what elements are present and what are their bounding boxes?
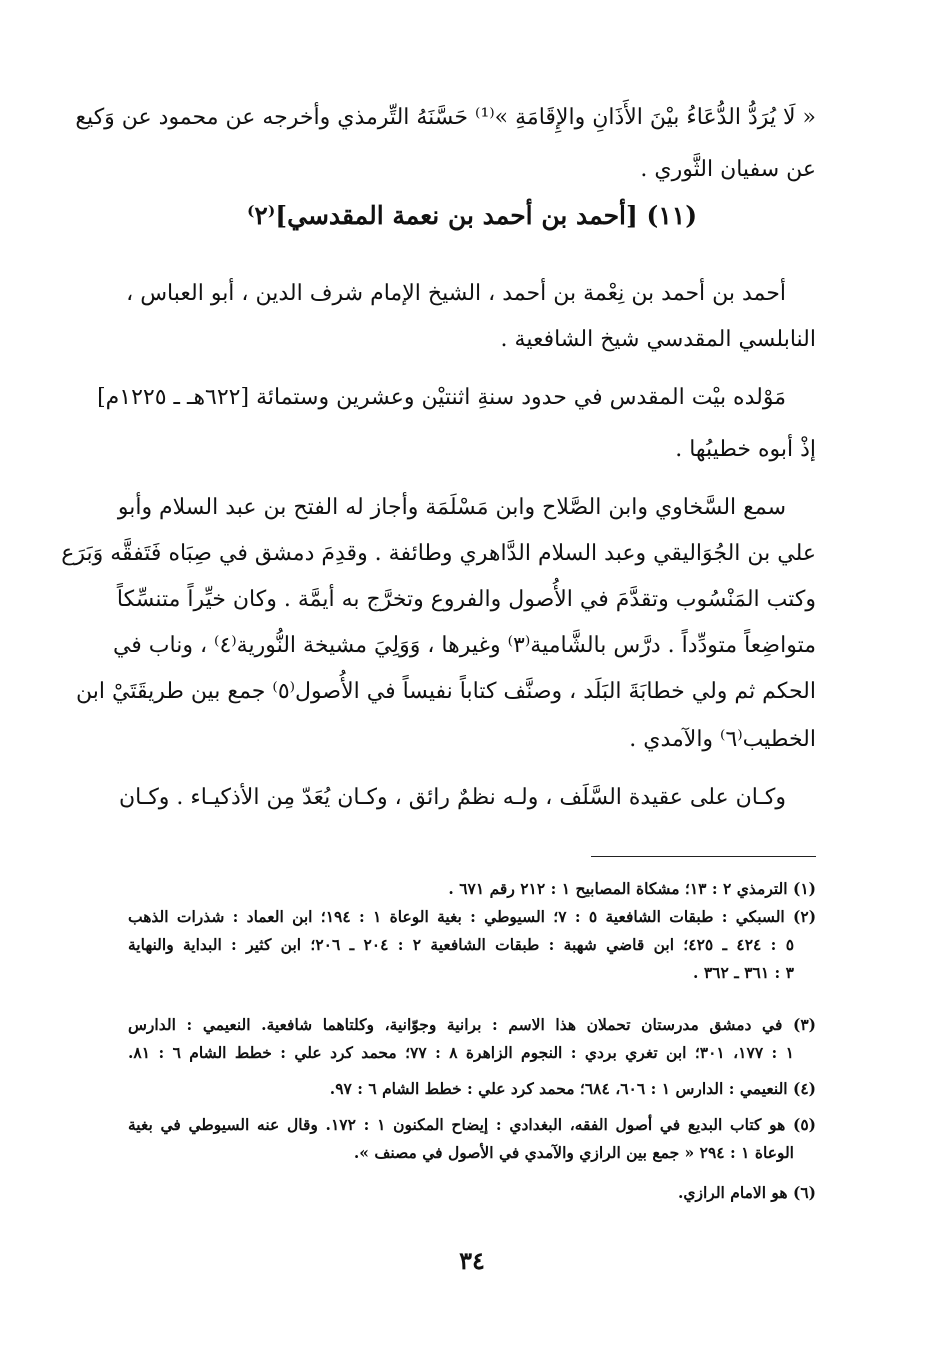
text-line: النابلسي المقدسي شيخ الشافعية . xyxy=(500,327,816,352)
footnote: (٤) النعيمي : الدارس ١ : ٦٠٦، ٦٨٤؛ محمد كرد علي : خطط الشام ٦ : ٩٧. xyxy=(329,1079,816,1098)
text-line: أحمد بن أحمد بن نِعْمة بن أحمد ، الشيخ الإمام شرف الدين ، أبو العباس ، xyxy=(126,281,786,306)
footnote-continuation: الوعاة ١ : ٢٩٤ « جمع بين الرازي والآمدي في الأصول في مصنف ». xyxy=(353,1143,794,1162)
footnote: (٣) في دمشق مدرستان تحملان هذا الاسم : برانية وجوّانية، وكلتاهما شافعية. النعيمي : الدارس xyxy=(128,1015,816,1034)
text-line: إذْ أبوه خطيبُها . xyxy=(675,437,816,462)
footnote-continuation: ٣ : ٣٦١ ـ ٣٦٢ . xyxy=(693,963,794,982)
text-line: وكـان على عقيدة السَّلَف ، ولـه نظمٌ رائق ، وكـان يُعَدّ مِن الأذكيـاء . وكـان xyxy=(119,785,786,810)
text-line: وكتب المَنْسُوب وتقدَّمَ في الأُصول والفروع وتخرَّج به أيمَّة . وكان خيِّراً متنسِّكاً xyxy=(116,587,816,612)
text-line: الخطيب⁽٦⁾ والآمدي . xyxy=(629,727,816,752)
text-line: متواضِعاً متودِّداً . درَّس بالشَّامية⁽٣⁾ وغيرها ، وَوَلِيَ مشيخة النُّورية⁽٤⁾ ، وناب في xyxy=(112,633,816,658)
text-line: مَوْلده بيْت المقدس في حدود سنةِ اثنتيْن وعشرين وستمائة [٦٢٢هـ ـ ١٢٢٥م] xyxy=(97,385,786,410)
biography-heading: (١١) [أحمد بن أحمد بن نعمة المقدسي]⁽٢⁾ xyxy=(246,201,698,230)
text-line: الحكم ثم ولي خطابَةَ البَلَد ، وصنَّف كتاباً نفيساً في الأُصول⁽٥⁾ جمع بين طريقَتَيْ ابن xyxy=(76,679,816,704)
footnote-continuation: ٥ : ٤٢٤ ـ ٤٢٥؛ ابن قاضي شهبة : طبقات الشافعية ٢ : ٢٠٤ ـ ٢٠٦؛ ابن كثير : البداية والنهاية xyxy=(128,935,795,954)
footnote: (١) الترمذي ٢ : ١٣؛ مشكاة المصابيح ١ : ٢١٢ رقم ٦٧١ . xyxy=(448,879,816,898)
text-line: عن سفيان الثَّوري . xyxy=(640,157,816,182)
footnote-continuation: ١ : ١٧٧، ٣٠١؛ ابن تغري بردي : النجوم الزاهرة ٨ : ٧٧؛ محمد كرد علي : خطط الشام ٦ : ٨١. xyxy=(128,1043,794,1062)
footnote: (٥) هو كتاب البديع في أصول الفقه، البغدادي : إيضاح المكنون ١ : ١٧٢. وقال عنه السيوطي في بغية xyxy=(128,1115,817,1134)
text-line: علي بن الجُوَاليقي وعبد السلام الدَّاهري وطائفة . وقدِمَ دمشق في صِبَاه فَتَفقَّه وَبَرَع xyxy=(61,541,816,566)
footnote: (٦) هو الامام الرازي. xyxy=(677,1183,816,1202)
text-line: سمع السَّخاوي وابن الصَّلاح وابن مَسْلَمَة وأجاز له الفتح بن عبد السلام وأبو xyxy=(117,495,786,520)
footnote: (٢) السبكي : طبقات الشافعية ٥ : ٧؛ السيوطي : بغية الوعاة ١ : ١٩٤؛ ابن العماد : شذرات الذهب xyxy=(128,907,817,926)
page-number: ٣٤ xyxy=(459,1246,485,1275)
text-line: « لَا يُرَدُّ الدُّعَاءُ بيْنَ الأَذَانِ والإِقَامَةِ »⁽¹⁾ حَسَّنَهُ التِّرمذي وأخرجه عن محمود عن وَكيع xyxy=(75,105,816,130)
footnote-divider xyxy=(591,856,816,857)
